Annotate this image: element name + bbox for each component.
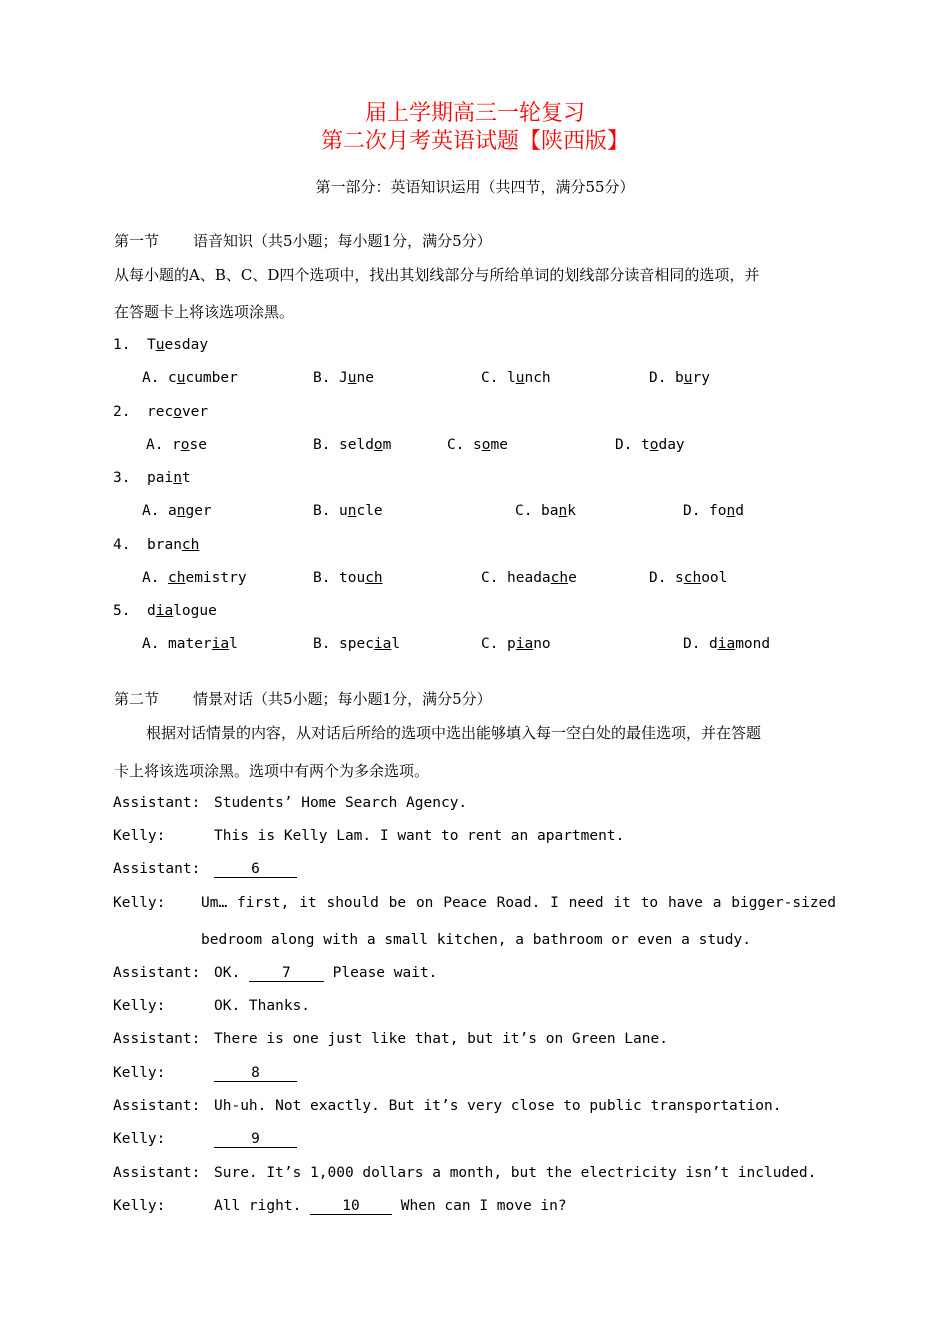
question-word: paint (147, 470, 191, 486)
section1-instruction-line1: 从每小题的A、B、C、D四个选项中，找出其划线部分与所给单词的划线部分读音相同的选项，并 (114, 266, 760, 284)
speaker-label: Assistant: (113, 861, 201, 877)
option-letter: B. (313, 370, 331, 386)
option-b (313, 636, 400, 652)
option-word: school (675, 570, 728, 586)
underlined-letters: ch (683, 570, 702, 586)
answer-blank[interactable]: 9 (214, 1132, 297, 1148)
option-word: today (641, 437, 685, 453)
underlined-letters: o (373, 437, 383, 453)
question-number: 1. (113, 337, 131, 353)
speaker-label: Kelly: (113, 895, 166, 911)
option-c (515, 503, 576, 519)
option-c (481, 370, 551, 386)
option-letter: D. (683, 636, 701, 652)
option-word: anger (168, 503, 212, 519)
dialogue-line (214, 861, 297, 878)
option-word: some (473, 437, 508, 453)
dialogue-line: This is Kelly Lam. I want to rent an apartment. (214, 828, 625, 844)
option-letter: A. (142, 636, 160, 652)
option-c (447, 437, 508, 453)
section2-heading-label: 第二节 (114, 690, 160, 708)
option-letter: D. (649, 370, 667, 386)
option-a (142, 636, 238, 652)
document-title-line1: 届上学期高三一轮复习 (364, 101, 585, 126)
option-letter: D. (615, 437, 633, 453)
option-word: material (168, 636, 238, 652)
option-letter: C. (481, 370, 499, 386)
option-c (481, 570, 577, 586)
answer-blank[interactable]: 6 (214, 862, 297, 878)
option-b (313, 437, 391, 453)
underlined-letters: ch (181, 537, 200, 553)
dialogue-line: Students’ Home Search Agency. (214, 795, 468, 811)
underlined-letters: u (683, 370, 693, 386)
speaker-label: Assistant: (113, 1165, 201, 1181)
option-word: chemistry (168, 570, 247, 586)
option-a (142, 370, 238, 386)
option-d (649, 570, 727, 586)
question-number: 4. (113, 537, 131, 553)
part-title: 第一部分：英语知识运用（共四节，满分55分） (315, 178, 635, 196)
question-number: 5. (113, 603, 131, 619)
option-letter: B. (313, 437, 331, 453)
underlined-letters: u (155, 337, 165, 353)
answer-blank[interactable]: 10 (310, 1199, 392, 1215)
option-word: special (339, 636, 401, 652)
speaker-label: Assistant: (113, 1098, 201, 1114)
question-word: recover (147, 404, 209, 420)
option-d (615, 437, 685, 453)
document-title-line2: 第二次月考英语试题【陕西版】 (320, 129, 629, 154)
option-word: diamond (709, 636, 771, 652)
option-b (313, 370, 374, 386)
option-letter: B. (313, 570, 331, 586)
section1-heading: 语音知识（共5小题；每小题1分，满分5分） (193, 232, 492, 250)
question-word: branch (147, 537, 200, 553)
underlined-letters: ch (550, 570, 569, 586)
option-word: headache (507, 570, 577, 586)
option-word: June (339, 370, 374, 386)
underlined-letters: ia (515, 636, 534, 652)
speaker-label: Assistant: (113, 795, 201, 811)
dialogue-line: OK. 7 Please wait. (214, 965, 438, 981)
option-d (683, 503, 744, 519)
option-letter: C. (515, 503, 533, 519)
option-letter: C. (481, 636, 499, 652)
dialogue-line: OK. Thanks. (214, 998, 311, 1014)
question-word: dialogue (147, 603, 217, 619)
option-d (683, 636, 770, 652)
option-b (313, 503, 383, 519)
option-letter: A. (146, 437, 164, 453)
option-word: bank (541, 503, 576, 519)
option-c (481, 636, 551, 652)
dialogue-line (214, 1131, 297, 1148)
question-number: 2. (113, 404, 131, 420)
option-b (313, 570, 383, 586)
option-letter: B. (313, 636, 331, 652)
underlined-letters: ia (373, 636, 392, 652)
underlined-letters: ia (211, 636, 230, 652)
speaker-label: Kelly: (113, 1131, 166, 1147)
underlined-letters: u (347, 370, 357, 386)
option-d (649, 370, 710, 386)
dialogue-line-continued: bedroom along with a small kitchen, a bathroom or even a study. (201, 932, 751, 948)
answer-blank[interactable]: 7 (249, 966, 324, 982)
underlined-letters: n (176, 503, 186, 519)
underlined-letters: n (558, 503, 568, 519)
option-a (142, 503, 212, 519)
option-word: seldom (339, 437, 392, 453)
underlined-letters: u (176, 370, 186, 386)
question-word: Tuesday (147, 337, 209, 353)
option-word: piano (507, 636, 551, 652)
speaker-label: Kelly: (113, 1065, 166, 1081)
section1-heading-label: 第一节 (114, 232, 160, 250)
underlined-letters: ch (365, 570, 383, 586)
option-letter: D. (683, 503, 701, 519)
option-word: lunch (507, 370, 551, 386)
underlined-letters: n (173, 470, 182, 486)
speaker-label: Kelly: (113, 1198, 166, 1214)
underlined-letters: o (481, 437, 491, 453)
option-word: cucumber (168, 370, 238, 386)
option-letter: A. (142, 370, 160, 386)
option-letter: B. (313, 503, 331, 519)
option-a (146, 437, 207, 453)
option-letter: C. (447, 437, 465, 453)
option-letter: D. (649, 570, 667, 586)
option-word: fond (709, 503, 744, 519)
underlined-letters: n (726, 503, 736, 519)
section2-instruction-line1: 根据对话情景的内容，从对话后所给的选项中选出能够填入每一空白处的最佳选项，并在答题 (146, 724, 762, 742)
dialogue-line: Uh-uh. Not exactly. But it’s very close to public transportation. (214, 1098, 782, 1114)
dialogue-line: All right. 10 When can I move in? (214, 1198, 567, 1214)
underlined-letters: u (515, 370, 525, 386)
option-word: rose (172, 437, 207, 453)
option-word: touch (339, 570, 383, 586)
speaker-label: Kelly: (113, 998, 166, 1014)
underlined-letters: o (180, 437, 190, 453)
section2-instruction-line2: 卡上将该选项涂黑。选项中有两个为多余选项。 (114, 762, 430, 780)
underlined-letters: o (649, 437, 659, 453)
answer-blank[interactable]: 8 (214, 1066, 297, 1082)
option-letter: A. (142, 570, 160, 586)
option-letter: A. (142, 503, 160, 519)
underlined-letters: ia (717, 636, 736, 652)
underlined-letters: ch (168, 570, 186, 586)
question-number: 3. (113, 470, 131, 486)
option-letter: C. (481, 570, 499, 586)
underlined-letters: o (173, 404, 182, 420)
section2-heading: 情景对话（共5小题；每小题1分，满分5分） (193, 690, 492, 708)
option-word: uncle (339, 503, 383, 519)
speaker-label: Assistant: (113, 965, 201, 981)
option-word: bury (675, 370, 710, 386)
dialogue-line: Um… first, it should be on Peace Road. I need it to have a bigger-sized (201, 895, 836, 911)
option-a (142, 570, 247, 586)
underlined-letters: n (347, 503, 357, 519)
dialogue-line: Sure. It’s 1,000 dollars a month, but the electricity isn’t included. (214, 1165, 817, 1181)
speaker-label: Assistant: (113, 1031, 201, 1047)
section1-instruction-line2: 在答题卡上将该选项涂黑。 (114, 303, 295, 321)
speaker-label: Kelly: (113, 828, 166, 844)
dialogue-line: There is one just like that, but it’s on Green Lane. (214, 1031, 668, 1047)
dialogue-line (214, 1065, 297, 1082)
underlined-letters: ia (155, 603, 174, 619)
